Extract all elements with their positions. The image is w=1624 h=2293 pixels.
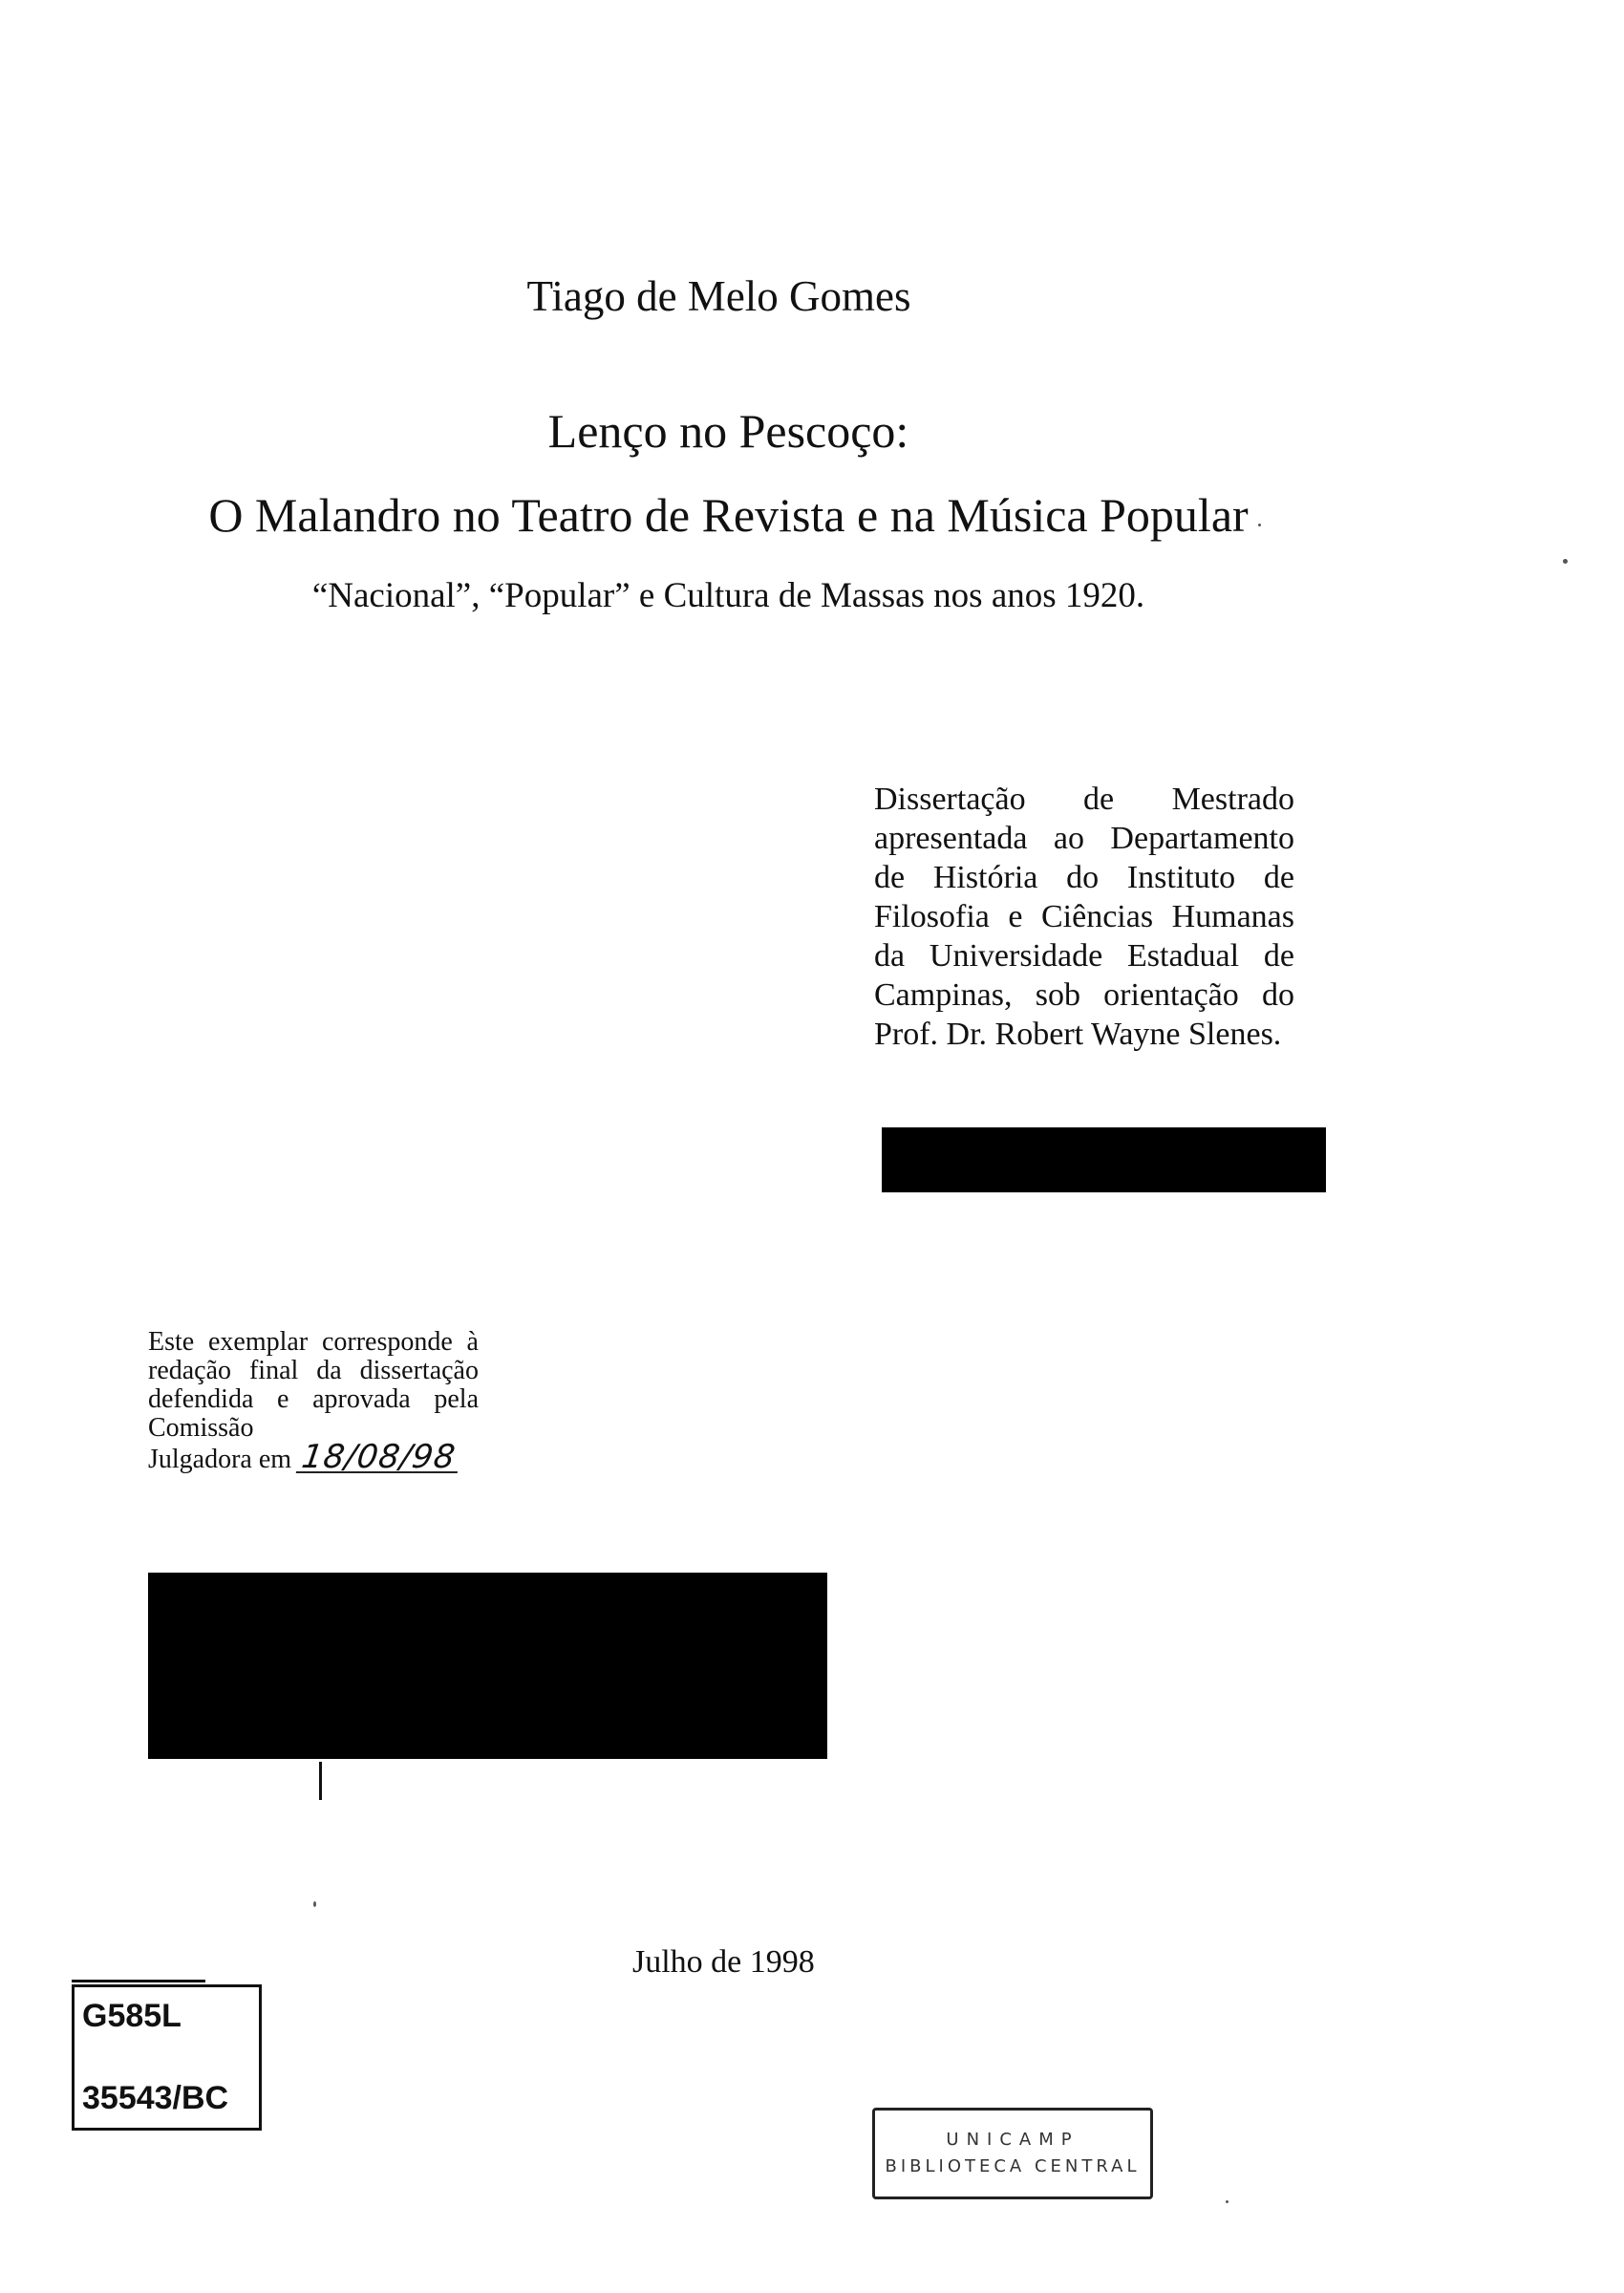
exemplar-note [148,1328,479,1474]
call-number-top: G585L [82,1998,182,2034]
author-name: Tiago de Melo Gomes [526,272,911,320]
scan-speck [313,1901,316,1907]
title-subtitle: O Malandro no Teatro de Revista e na Música Popular [208,488,1249,542]
publication-date: Julho de 1998 [632,1944,815,1980]
stamp-line-1: UNICAMP [946,2130,1079,2150]
handwritten-date: 18/08/98 [296,1443,461,1473]
signature-stroke [319,1762,322,1800]
call-number-bottom: 35543/BC [82,2080,229,2116]
exemplar-note-julgadora: Julgadora em [148,1445,292,1474]
call-number-label [72,1984,262,2131]
scan-speck [1258,524,1261,526]
call-number-rule [72,1980,205,1982]
title-main: Lenço no Pescoço: [547,404,909,458]
exemplar-note-text: Este exemplar corresponde à redação final da dissertação defendida e aprovada pela Comissão [148,1327,479,1443]
title-subtitle-secondary: “Nacional”, “Popular” e Cultura de Massas nos anos 1920. [311,576,1145,615]
redaction-block-signature [148,1573,827,1759]
scan-speck [1226,2200,1229,2203]
dissertation-note: Dissertação de Mestrado apresentada ao Departamento de História do Instituto de Filosofia e Ciências Humanas da Universidade Estadual de Campinas, sob orientação do Prof. Dr. Robert Wayne Slenes. [874,782,1294,1052]
redaction-block [882,1127,1326,1192]
scan-speck [1563,559,1568,564]
stamp-line-2: BIBLIOTECA CENTRAL [885,2156,1141,2176]
library-stamp [872,2108,1153,2199]
exemplar-note-last-line [148,1438,479,1476]
